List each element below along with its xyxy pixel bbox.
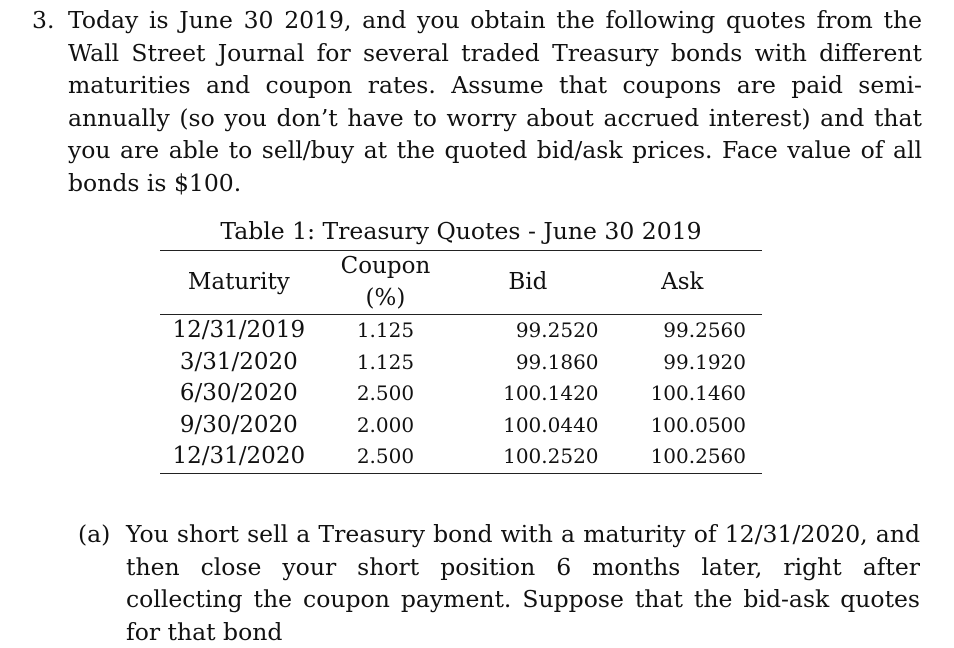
table-row <box>160 441 762 473</box>
cell-bid: 99.2520 <box>515 318 599 342</box>
cell-bid: 100.0440 <box>503 412 599 437</box>
cell-bid: 100.2520 <box>453 441 602 473</box>
cell-coupon: 1.125 <box>356 318 415 342</box>
cell-maturity: 9/30/2020 <box>179 411 298 438</box>
part-a-text: You short sell a Treasury bond with a maturity of 12/31/2020, and then close your short position 6 months later, right after collecting the coupon payment. Suppose that the bid-ask quotes for that bond <box>126 520 920 646</box>
cell-maturity: 12/31/2019 <box>172 317 306 343</box>
problem-text: Today is June 30 2019, and you obtain the following quotes from the Wall Street Journal for several traded Treasury bonds with different maturities and coupon rates. Assume that coupons are paid semi-annually (so you don’t have to worry about accrued interest) and that you are able to sell/buy at the quoted bid/ask prices. Face value of all bonds is $100. <box>68 6 922 197</box>
treasury-quotes-table <box>160 250 762 474</box>
part-a <box>78 518 920 648</box>
header-maturity: Maturity <box>160 251 318 315</box>
table-row <box>160 315 762 347</box>
part-a-label: (a) <box>78 520 111 548</box>
cell-bid: 100.1420 <box>503 381 599 405</box>
header-ask: Ask <box>603 251 762 315</box>
cell-coupon: 2.000 <box>356 412 415 437</box>
table-row <box>160 347 762 379</box>
problem-number: 3. <box>32 6 55 34</box>
cell-ask: 99.1920 <box>663 349 746 374</box>
cell-maturity: 6/30/2020 <box>179 380 298 406</box>
header-bid: Bid <box>453 251 602 315</box>
table-caption: Table 1: Treasury Quotes - June 30 2019 <box>220 217 702 245</box>
cell-ask: 100.2560 <box>603 441 762 473</box>
cell-ask: 100.0500 <box>650 412 746 437</box>
problem-3 <box>32 4 922 199</box>
cell-bid: 99.1860 <box>515 349 599 374</box>
table-header-row <box>160 251 762 315</box>
cell-maturity: 12/31/2020 <box>160 441 318 473</box>
table-row <box>160 378 762 410</box>
table-row <box>160 410 762 442</box>
cell-maturity: 3/31/2020 <box>179 348 298 375</box>
cell-ask: 99.2560 <box>663 318 746 342</box>
cell-ask: 100.1460 <box>650 381 746 405</box>
cell-coupon: 2.500 <box>356 381 415 405</box>
cell-coupon: 1.125 <box>356 349 415 374</box>
header-coupon: Coupon (%) <box>318 251 454 315</box>
cell-coupon: 2.500 <box>318 441 454 473</box>
